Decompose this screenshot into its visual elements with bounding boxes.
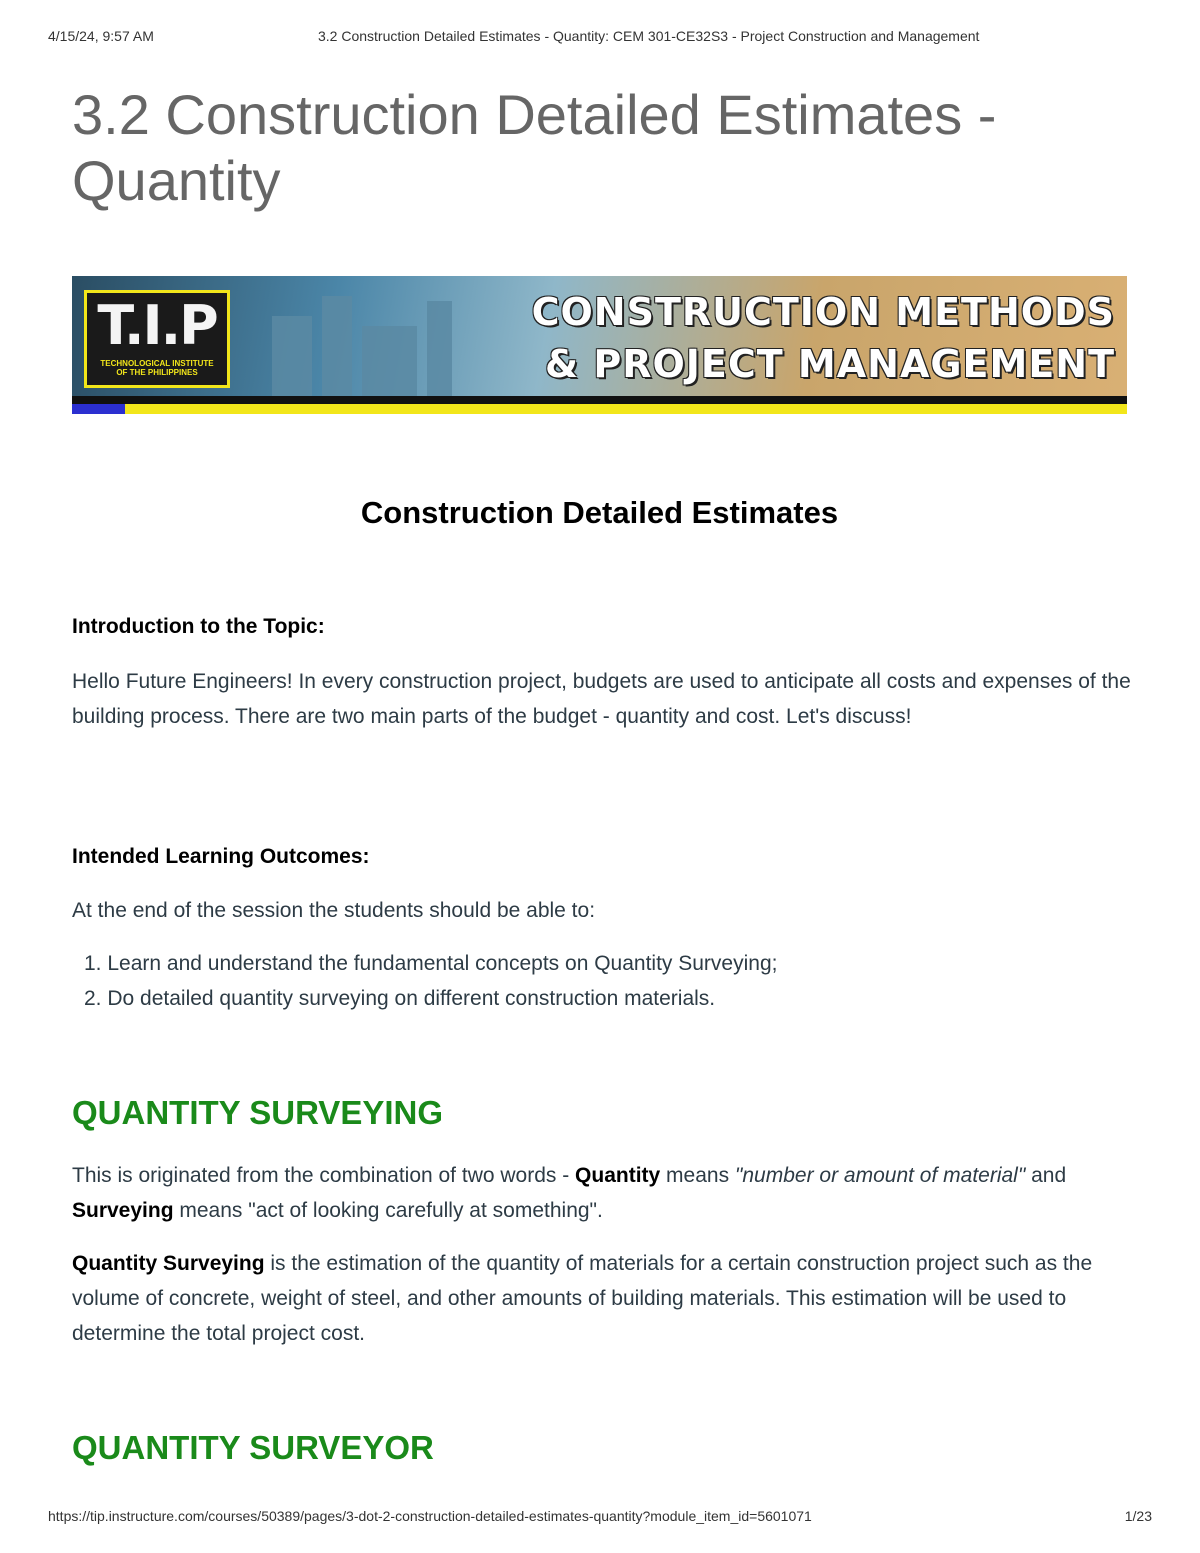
logo-subtitle-line: TECHNOLOGICAL INSTITUTE — [100, 359, 214, 368]
bold-term: Quantity — [575, 1164, 661, 1187]
list-item: 1. Learn and understand the fundamental concepts on Quantity Surveying; — [84, 952, 778, 975]
print-header — [48, 28, 1152, 48]
bold-term: Quantity Surveying — [72, 1252, 265, 1275]
course-banner — [72, 276, 1127, 414]
list-item: 2. Do detailed quantity surveying on different construction materials. — [84, 987, 716, 1010]
logo-subtitle-line: OF THE PHILIPPINES — [116, 368, 198, 377]
qs-definition — [72, 1158, 1132, 1228]
banner-building — [362, 326, 417, 396]
ilo-label: Intended Learning Outcomes: — [72, 845, 370, 868]
banner-stripe — [72, 396, 1127, 404]
tip-logo — [84, 290, 230, 388]
text-run: This is originated from the combination of two words - — [72, 1164, 576, 1187]
print-page-title: 3.2 Construction Detailed Estimates - Quantity: CEM 301-CE32S3 - Project Construction and Management — [318, 28, 980, 44]
ilo-lead: At the end of the session the students should be able to: — [72, 899, 596, 922]
italic-term: "number or amount of material" — [734, 1164, 1026, 1187]
banner-line-1: CONSTRUCTION METHODS — [531, 290, 1115, 334]
banner-building — [427, 301, 452, 396]
quantity-surveyor-heading: QUANTITY SURVEYOR — [72, 1429, 434, 1466]
banner-building — [322, 296, 352, 396]
banner-line-2: & PROJECT MANAGEMENT — [545, 342, 1115, 386]
text-run: is the estimation of the quantity of materials for a certain construction project such as the volume of concrete, weight of steel, and other amounts of building materials. This estimation will be used to determine the total project cost. — [72, 1252, 1093, 1345]
bold-term: Surveying — [72, 1199, 174, 1222]
intro-text: Hello Future Engineers! In every construction project, budgets are used to anticipate all costs and expenses of the building process. There are two main parts of the budget - quantity and cost. Let's discuss! — [72, 670, 1131, 728]
print-date: 4/15/24, 9:57 AM — [48, 28, 154, 44]
print-footer — [48, 1508, 1152, 1528]
print-url: https://tip.instructure.com/courses/50389/pages/3-dot-2-construction-detailed-estimates-quantity?module_item_id=5601071 — [48, 1508, 812, 1524]
page-number: 1/23 — [1124, 1508, 1152, 1524]
qs-explanation — [72, 1246, 1132, 1351]
text-run: means "act of looking carefully at something". — [173, 1199, 603, 1222]
banner-building — [272, 316, 312, 396]
logo-subtitle — [87, 359, 227, 377]
section-title: Construction Detailed Estimates — [360, 495, 839, 530]
text-run: and — [1025, 1164, 1067, 1187]
outcomes-list — [72, 946, 777, 1016]
page-title: 3.2 Construction Detailed Estimates - Quantity — [72, 83, 997, 212]
intro-label: Introduction to the Topic: — [72, 615, 325, 638]
quantity-surveying-heading: QUANTITY SURVEYING — [72, 1094, 444, 1131]
text-run: means — [660, 1164, 735, 1187]
logo-mark: T.I.P — [97, 294, 217, 357]
banner-stripe — [72, 404, 1127, 414]
